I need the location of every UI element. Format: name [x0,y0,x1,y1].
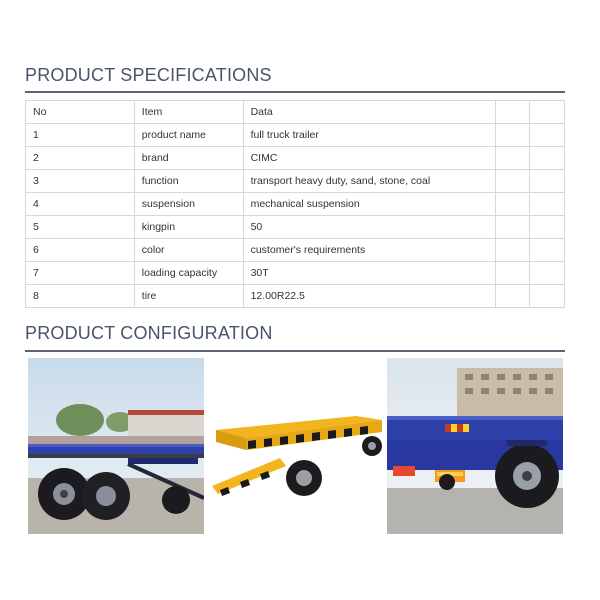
specifications-heading: PRODUCT SPECIFICATIONS [25,65,272,85]
row-item: brand [134,147,243,170]
row-item: tire [134,285,243,308]
empty-cell [529,239,564,262]
row-item: function [134,170,243,193]
row-item: loading capacity [134,262,243,285]
specifications-divider [25,91,565,93]
empty-cell [496,262,529,285]
table-row [26,262,565,285]
row-item: suspension [134,193,243,216]
table-row [26,285,565,308]
header-item: Item [134,101,243,124]
empty-cell [529,193,564,216]
row-data: customer's requirements [243,239,496,262]
blue-flatbed-trailer-photo [28,358,204,534]
row-number: 1 [26,124,135,147]
table-header-row [26,101,565,124]
empty-cell [529,124,564,147]
empty-cell [529,262,564,285]
header-data: Data [243,101,496,124]
row-number: 4 [26,193,135,216]
table-row [26,124,565,147]
yellow-flatbed-trailer-photo [206,358,384,534]
table-row [26,239,565,262]
configuration-heading: PRODUCT CONFIGURATION [25,323,273,343]
header-no: No [26,101,135,124]
row-item: product name [134,124,243,147]
empty-cell [496,193,529,216]
row-data: full truck trailer [243,124,496,147]
row-number: 8 [26,285,135,308]
row-data: 30T [243,262,496,285]
empty-cell [496,285,529,308]
empty-cell [529,216,564,239]
empty-cell [496,101,529,124]
row-number: 3 [26,170,135,193]
empty-cell [529,285,564,308]
empty-cell [496,147,529,170]
table-row [26,147,565,170]
row-data: CIMC [243,147,496,170]
table-row [26,216,565,239]
empty-cell [529,101,564,124]
empty-cell [496,216,529,239]
empty-cell [529,147,564,170]
row-data: 50 [243,216,496,239]
blue-trailer-rear-lights-photo [387,358,563,534]
empty-cell [496,124,529,147]
row-number: 7 [26,262,135,285]
empty-cell [496,170,529,193]
specifications-table [25,100,565,308]
row-item: color [134,239,243,262]
row-item: kingpin [134,216,243,239]
row-number: 2 [26,147,135,170]
empty-cell [529,170,564,193]
row-number: 5 [26,216,135,239]
row-number: 6 [26,239,135,262]
table-row [26,170,565,193]
row-data: transport heavy duty, sand, stone, coal [243,170,496,193]
configuration-divider [25,350,565,352]
row-data: 12.00R22.5 [243,285,496,308]
row-data: mechanical suspension [243,193,496,216]
empty-cell [496,239,529,262]
table-row [26,193,565,216]
